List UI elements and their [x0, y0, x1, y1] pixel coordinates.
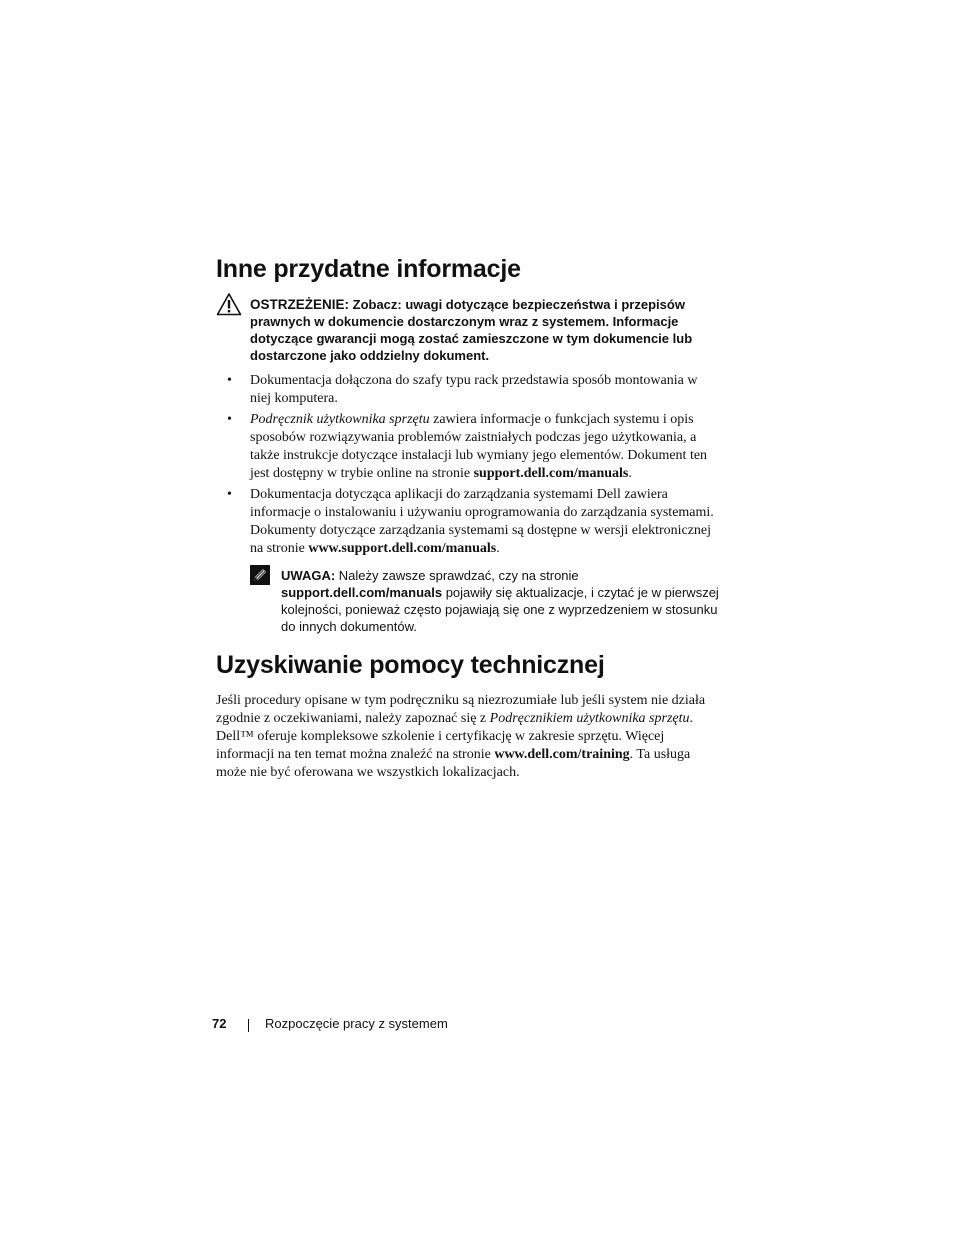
warning-body: Zobacz: uwagi dotyczące bezpieczeństwa i przepisów prawnych w dokumencie dostarczonym wraz z systemem. Informacje dotyczące gwarancji mogą zostać zamieszczone w tym dokumencie lub dostarczone jako oddzielny dokument. [250, 297, 693, 363]
page-number: 72 [212, 1016, 227, 1031]
list-item [216, 411, 716, 483]
bullet-end: . [628, 466, 632, 481]
support-italic-title: Podręcznikiem użytkownika sprzętu [489, 711, 690, 726]
section-heading-support: Uzyskiwanie pomocy technicznej [216, 651, 605, 679]
bullet-text: Dokumentacja dołączona do szafy typu rack przedstawia sposób montowania w niej komputera. [250, 373, 698, 406]
bullet-icon: • [227, 412, 232, 427]
bullet-icon: • [227, 487, 232, 502]
warning-text [250, 296, 720, 364]
support-text-1: Jeśli procedury opisane w tym podręczniku są niezrozumiałe lub jeśli system nie działa zgodnie z oczekiwaniami, należy zapoznać się z [216, 693, 706, 726]
section-heading-other-info: Inne przydatne informacje [216, 255, 521, 283]
footer-divider [248, 1019, 249, 1032]
note-text [281, 567, 721, 635]
list-item [216, 372, 716, 408]
bullet-italic-title: Podręcznik użytkownika sprzętu [250, 412, 430, 427]
footer-title: Rozpoczęcie pracy z systemem [265, 1016, 448, 1031]
support-text-2: . Dell™ oferuje kompleksowe szkolenie i certyfikację w zakresie sprzętu. Więcej informacji na ten temat można znaleźć na stronie [216, 711, 693, 762]
manuals-link[interactable]: support.dell.com/manuals [473, 466, 629, 481]
training-link[interactable]: www.dell.com/training [494, 747, 630, 762]
note-label: UWAGA: [281, 568, 336, 583]
bullet-text: Dokumentacja dotycząca aplikacji do zarządzania systemami Dell zawiera informacje o instalowaniu i używaniu oprogramowania do zarządzania systemami. Dokumenty dotyczące zarządzania systemami są dostępne w wersji elektronicznej na stronie [250, 487, 714, 556]
bullet-text: zawiera informacje o funkcjach systemu i opis sposobów rozwiązywania problemów zaistniałych podczas jego użytkowania, a także instrukcje dotyczące instalacji lub wymiany jego elementów. Dokument ten jest dostępny w trybie online na stronie [250, 412, 708, 481]
bullet-end: . [496, 541, 500, 556]
list-item [216, 486, 716, 558]
info-bullet-list [216, 372, 716, 561]
note-body-2: pojawiły się aktualizacje, i czytać je w pierwszej kolejności, ponieważ często pojawiają się one z wyprzedzeniem w stosunku do innych dokumentów. [281, 585, 719, 634]
note-pencil-icon [250, 565, 270, 585]
support-text-3: . Ta usługa może nie być oferowana we wszystkich lokalizacjach. [216, 747, 691, 780]
note-body-1: Należy zawsze sprawdzać, czy na stronie [335, 568, 579, 583]
warning-label: OSTRZEŻENIE: [250, 297, 350, 312]
note-manuals-link[interactable]: support.dell.com/manuals [281, 585, 443, 600]
warning-triangle-icon [216, 292, 242, 316]
page-footer [212, 1016, 448, 1031]
support-manuals-link[interactable]: www.support.dell.com/manuals [308, 541, 497, 556]
support-paragraph [216, 692, 716, 782]
bullet-icon: • [227, 373, 232, 388]
